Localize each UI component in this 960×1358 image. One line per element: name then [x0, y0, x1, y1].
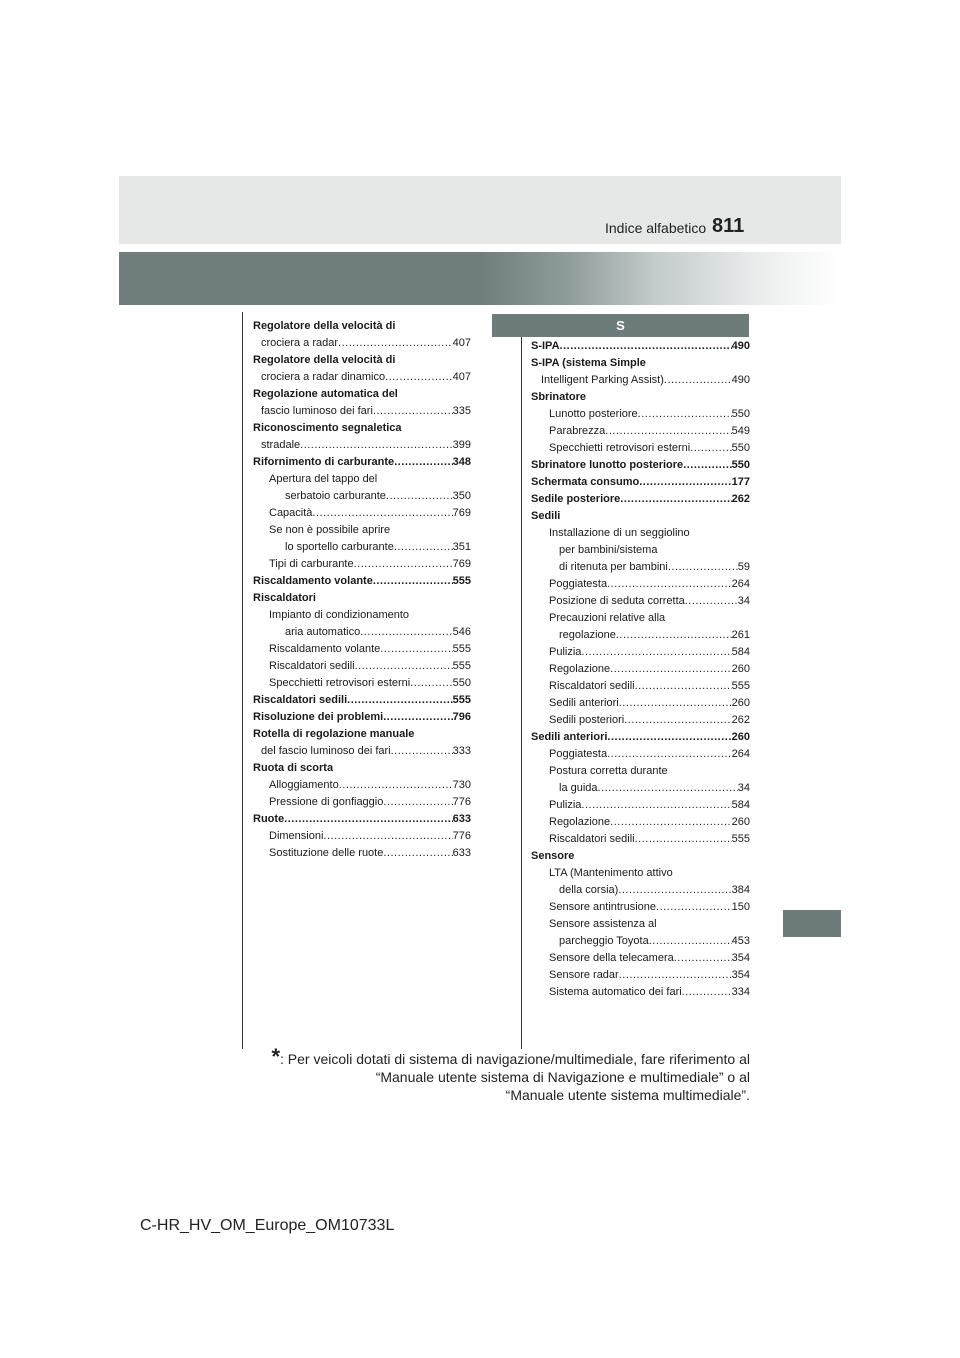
- index-entry-text: Sedile posteriore: [531, 493, 621, 505]
- column-divider-middle: [521, 337, 522, 1049]
- leader-dots: [394, 539, 453, 556]
- index-entry-text: Pressione di gonfiaggio: [269, 796, 384, 808]
- index-entry: [531, 848, 750, 865]
- leader-dots: [635, 831, 732, 848]
- leader-dots: [690, 440, 731, 457]
- index-entry-text: Intelligent Parking Assist): [541, 374, 664, 386]
- index-entry-text: Riscaldatori sedili: [253, 694, 348, 706]
- index-entry: [531, 712, 750, 729]
- index-entry-text: Sedili posteriori: [549, 714, 625, 726]
- index-entry: [531, 678, 750, 695]
- leader-dots: [638, 406, 732, 423]
- index-entry-text: Sensore antintrusione: [549, 901, 657, 913]
- index-entry-page: 550: [731, 442, 750, 454]
- index-entry-text: Parabrezza: [549, 425, 606, 437]
- index-entry-text: stradale: [261, 439, 301, 451]
- index-entry: [253, 539, 471, 556]
- index-entry-page: 354: [731, 969, 750, 981]
- index-entry: [253, 590, 471, 607]
- index-entry: [531, 882, 750, 899]
- index-entry-text: Sensore radar: [549, 969, 619, 981]
- index-entry-text: la guida: [559, 782, 598, 794]
- index-column-right: [531, 338, 750, 1001]
- leader-dots: [664, 372, 732, 389]
- index-entry: [531, 831, 750, 848]
- index-entry-page: 633: [452, 813, 471, 825]
- index-entry: [531, 491, 750, 508]
- index-entry-text: Regolazione automatica del: [253, 388, 398, 400]
- index-entry-text: Sensore della telecamera: [549, 952, 674, 964]
- index-entry-page: 334: [731, 986, 750, 998]
- index-entry: [531, 406, 750, 423]
- index-entry-page: 633: [452, 847, 471, 859]
- index-entry: [253, 777, 471, 794]
- index-entry: [531, 746, 750, 763]
- index-entry-text: aria automatico: [285, 626, 361, 638]
- document-code: C-HR_HV_OM_Europe_OM10733L: [140, 1217, 395, 1234]
- index-entry-page: 549: [731, 425, 750, 437]
- index-entry-page: 730: [452, 779, 471, 791]
- index-entry-text: Riscaldatori sedili: [549, 680, 635, 692]
- leader-dots: [581, 644, 731, 661]
- index-entry: [253, 403, 471, 420]
- index-entry: [531, 576, 750, 593]
- index-entry: [253, 369, 471, 386]
- index-entry-page: 776: [452, 796, 471, 808]
- footnote-line: “Manuale utente sistema multimediale”.: [505, 1087, 750, 1103]
- leader-dots: [338, 335, 453, 352]
- leader-dots: [383, 845, 452, 862]
- index-entry-text: Sensore: [531, 850, 575, 862]
- index-entry-page: 550: [452, 677, 471, 689]
- leader-dots: [391, 743, 453, 760]
- index-entry-text: Sostituzione delle ruote: [269, 847, 384, 859]
- leader-dots: [618, 882, 731, 899]
- index-entry-page: 264: [731, 748, 750, 760]
- index-entry: [531, 814, 750, 831]
- index-entry-page: 260: [731, 697, 750, 709]
- index-entry: [531, 389, 750, 406]
- index-entry-text: per bambini/sistema: [559, 544, 658, 556]
- leader-dots: [610, 814, 731, 831]
- index-entry-text: crociera a radar dinamico: [261, 371, 386, 383]
- index-entry-text: crociera a radar: [261, 337, 339, 349]
- index-entry-page: 59: [737, 561, 750, 573]
- index-entry: [253, 709, 471, 726]
- index-entry: [253, 624, 471, 641]
- index-entry-text: Pulizia: [549, 646, 582, 658]
- leader-dots: [300, 437, 453, 454]
- index-entry-page: 490: [731, 374, 750, 386]
- index-entry-page: 399: [452, 439, 471, 451]
- index-entry-page: 260: [731, 663, 750, 675]
- index-column-left: [253, 318, 471, 862]
- index-entry-text: Sedili anteriori: [549, 697, 619, 709]
- index-entry-text: S-IPA (sistema Simple: [531, 357, 646, 369]
- index-entry-page: 354: [731, 952, 750, 964]
- leader-dots: [683, 457, 731, 474]
- index-entry: [253, 454, 471, 471]
- leader-dots: [383, 709, 452, 726]
- index-entry: [253, 471, 471, 488]
- index-entry-page: 407: [452, 337, 471, 349]
- section-side-tab: [783, 910, 841, 937]
- index-entry: [253, 420, 471, 437]
- index-entry-page: 34: [737, 595, 750, 607]
- index-entry-text: Dimensioni: [269, 830, 324, 842]
- index-entry-text: Apertura del tappo del: [269, 473, 378, 485]
- index-entry-text: di ritenuta per bambini: [559, 561, 668, 573]
- index-entry-page: 584: [731, 646, 750, 658]
- leader-dots: [386, 488, 453, 505]
- leader-dots: [355, 658, 453, 675]
- index-entry-text: Sensore assistenza al: [549, 918, 657, 930]
- index-entry-page: 260: [731, 731, 750, 743]
- index-entry: [531, 355, 750, 372]
- leader-dots: [312, 505, 452, 522]
- footnote: [250, 1044, 750, 1104]
- footnote-marker: *: [271, 1044, 280, 1069]
- leader-dots: [560, 338, 732, 355]
- leader-dots: [619, 967, 732, 984]
- index-entry: [531, 627, 750, 644]
- index-entry-page: 555: [731, 680, 750, 692]
- index-entry: [253, 743, 471, 760]
- leader-dots: [607, 746, 732, 763]
- index-entry-page: 260: [731, 816, 750, 828]
- leader-dots: [607, 729, 731, 746]
- leader-dots: [639, 474, 731, 491]
- leader-dots: [373, 403, 453, 420]
- decorative-gradient-band: [119, 252, 841, 305]
- leader-dots: [323, 828, 452, 845]
- index-entry-page: 351: [452, 541, 471, 553]
- section-letter-header: S: [492, 314, 749, 337]
- index-entry-text: Precauzioni relative alla: [549, 612, 666, 624]
- index-entry-page: 555: [452, 575, 471, 587]
- index-entry: [531, 729, 750, 746]
- leader-dots: [598, 780, 738, 797]
- leader-dots: [674, 950, 732, 967]
- index-entry-text: Pulizia: [549, 799, 582, 811]
- leader-dots: [339, 777, 453, 794]
- index-entry: [531, 763, 750, 780]
- index-entry-text: Riscaldatori sedili: [549, 833, 635, 845]
- index-entry: [531, 865, 750, 882]
- index-entry: [253, 692, 471, 709]
- index-entry-text: Specchietti retrovisori esterni: [269, 677, 411, 689]
- index-entry: [253, 641, 471, 658]
- index-entry: [253, 386, 471, 403]
- index-entry-page: 261: [731, 629, 750, 641]
- index-entry-text: Poggiatesta: [549, 748, 608, 760]
- index-entry-page: 262: [731, 493, 750, 505]
- index-entry: [531, 542, 750, 559]
- index-entry-text: Sbrinatore lunotto posteriore: [531, 459, 684, 471]
- index-entry-text: Alloggiamento: [269, 779, 339, 791]
- index-entry-text: Riscaldamento volante: [253, 575, 373, 587]
- index-entry: [531, 950, 750, 967]
- index-entry-text: Riscaldatori: [253, 592, 316, 604]
- index-entry: [531, 797, 750, 814]
- index-entry-text: Regolatore della velocità di: [253, 320, 396, 332]
- index-entry-page: 776: [452, 830, 471, 842]
- index-entry-page: 555: [731, 833, 750, 845]
- index-entry-text: Tipi di carburante: [269, 558, 354, 570]
- index-entry: [531, 440, 750, 457]
- index-entry: [253, 658, 471, 675]
- index-entry-text: S-IPA: [531, 340, 560, 352]
- index-entry: [531, 508, 750, 525]
- index-entry-page: 384: [731, 884, 750, 896]
- index-entry: [253, 675, 471, 692]
- index-entry: [253, 556, 471, 573]
- index-entry-page: 34: [737, 782, 750, 794]
- index-entry-page: 796: [452, 711, 471, 723]
- index-entry-page: 177: [731, 476, 750, 488]
- index-entry-text: Postura corretta durante: [549, 765, 668, 777]
- index-entry-text: Impianto di condizionamento: [269, 609, 410, 621]
- index-entry-page: 333: [452, 745, 471, 757]
- leader-dots: [581, 797, 731, 814]
- index-entry-page: 546: [452, 626, 471, 638]
- index-entry-page: 769: [452, 558, 471, 570]
- index-entry: [531, 967, 750, 984]
- index-entry-page: 555: [452, 660, 471, 672]
- leader-dots: [394, 454, 452, 471]
- footnote-line: [250, 1044, 750, 1069]
- index-entry-page: 407: [452, 371, 471, 383]
- index-entry: [253, 811, 471, 828]
- index-entry-page: 490: [731, 340, 750, 352]
- index-entry-page: 584: [731, 799, 750, 811]
- index-entry-text: Rotella di regolazione manuale: [253, 728, 415, 740]
- leader-dots: [360, 624, 452, 641]
- index-entry-text: Riconoscimento segnaletica: [253, 422, 402, 434]
- index-entry: [253, 352, 471, 369]
- index-entry: [531, 338, 750, 355]
- index-entry-text: Sistema automatico dei fari: [549, 986, 682, 998]
- index-entry-text: Rifornimento di carburante: [253, 456, 395, 468]
- index-entry-page: 335: [452, 405, 471, 417]
- index-entry-text: fascio luminoso dei fari: [261, 405, 373, 417]
- index-entry-text: Sbrinatore: [531, 391, 587, 403]
- leader-dots: [284, 811, 452, 828]
- leader-dots: [607, 576, 732, 593]
- leader-dots: [616, 627, 732, 644]
- leader-dots: [380, 641, 452, 658]
- index-entry-page: 350: [452, 490, 471, 502]
- index-entry: [531, 916, 750, 933]
- leader-dots: [354, 556, 453, 573]
- index-entry-page: 150: [731, 901, 750, 913]
- index-entry-page: 555: [452, 694, 471, 706]
- index-entry: [253, 522, 471, 539]
- index-entry-text: Riscaldatori sedili: [269, 660, 355, 672]
- index-entry: [531, 899, 750, 916]
- index-entry: [253, 488, 471, 505]
- index-entry: [253, 726, 471, 743]
- leader-dots: [620, 491, 731, 508]
- index-entry-text: Regolazione: [549, 816, 611, 828]
- page-number: 811: [712, 215, 745, 237]
- leader-dots: [385, 369, 453, 386]
- index-entry-page: 262: [731, 714, 750, 726]
- index-entry-text: Regolazione: [549, 663, 611, 675]
- index-entry: [531, 644, 750, 661]
- index-entry: [531, 695, 750, 712]
- index-entry-page: 550: [731, 408, 750, 420]
- footnote-line: “Manuale utente sistema di Navigazione e multimediale” o al: [375, 1069, 750, 1085]
- index-entry-text: Ruote: [253, 813, 285, 825]
- index-entry-text: LTA (Mantenimento attivo: [549, 867, 673, 879]
- leader-dots: [635, 678, 732, 695]
- index-entry-page: 264: [731, 578, 750, 590]
- index-entry-text: Poggiatesta: [549, 578, 608, 590]
- index-entry: [253, 760, 471, 777]
- index-entry: [531, 559, 750, 576]
- index-entry: [253, 437, 471, 454]
- index-entry: [253, 845, 471, 862]
- leader-dots: [383, 794, 452, 811]
- index-entry: [531, 984, 750, 1001]
- index-entry-text: Installazione di un seggiolino: [549, 527, 690, 539]
- leader-dots: [605, 423, 731, 440]
- leader-dots: [347, 692, 452, 709]
- column-divider-left: [242, 312, 243, 1049]
- leader-dots: [373, 573, 453, 590]
- index-entry-text: Risoluzione dei problemi: [253, 711, 384, 723]
- index-entry: [531, 423, 750, 440]
- index-entry-text: parcheggio Toyota: [559, 935, 649, 947]
- leader-dots: [619, 695, 732, 712]
- index-entry: [531, 661, 750, 678]
- index-entry-page: 453: [731, 935, 750, 947]
- leader-dots: [610, 661, 731, 678]
- leader-dots: [649, 933, 732, 950]
- leader-dots: [685, 593, 738, 610]
- index-entry-text: Se non è possibile aprire: [269, 524, 391, 536]
- index-entry-text: Lunotto posteriore: [549, 408, 638, 420]
- index-entry: [253, 318, 471, 335]
- index-entry: [531, 372, 750, 389]
- index-entry: [253, 505, 471, 522]
- page-title: Indice alfabetico: [605, 220, 707, 236]
- index-entry-text: serbatoio carburante: [285, 490, 386, 502]
- index-entry: [531, 933, 750, 950]
- index-entry-text: della corsia): [559, 884, 619, 896]
- index-entry-text: Specchietti retrovisori esterni: [549, 442, 691, 454]
- index-entry: [253, 607, 471, 624]
- index-entry-text: Posizione di seduta corretta: [549, 595, 685, 607]
- index-entry: [531, 457, 750, 474]
- index-entry-text: Schermata consumo: [531, 476, 640, 488]
- index-entry-page: 769: [452, 507, 471, 519]
- index-entry: [531, 593, 750, 610]
- index-entry-text: Sedili anteriori: [531, 731, 608, 743]
- index-entry-text: regolazione: [559, 629, 616, 641]
- index-entry-text: Riscaldamento volante: [269, 643, 381, 655]
- index-entry: [531, 780, 750, 797]
- index-entry-text: lo sportello carburante: [285, 541, 394, 553]
- index-entry-text: Regolatore della velocità di: [253, 354, 396, 366]
- index-entry: [531, 525, 750, 542]
- index-entry: [531, 610, 750, 627]
- index-entry-text: del fascio luminoso dei fari: [261, 745, 391, 757]
- index-entry-text: Ruota di scorta: [253, 762, 334, 774]
- index-entry-text: Sedili: [531, 510, 561, 522]
- index-entry-page: 555: [452, 643, 471, 655]
- leader-dots: [668, 559, 738, 576]
- leader-dots: [410, 675, 452, 692]
- index-entry: [531, 474, 750, 491]
- index-entry: [253, 335, 471, 352]
- footnote-text: : Per veicoli dotati di sistema di navigazione/multimediale, fare riferimento al: [280, 1051, 750, 1067]
- index-entry: [253, 794, 471, 811]
- index-entry: [253, 573, 471, 590]
- leader-dots: [682, 984, 732, 1001]
- index-entry-page: 348: [452, 456, 471, 468]
- leader-dots: [624, 712, 731, 729]
- index-entry-text: Capacità: [269, 507, 313, 519]
- index-entry: [253, 828, 471, 845]
- leader-dots: [656, 899, 732, 916]
- index-entry-page: 550: [731, 459, 750, 471]
